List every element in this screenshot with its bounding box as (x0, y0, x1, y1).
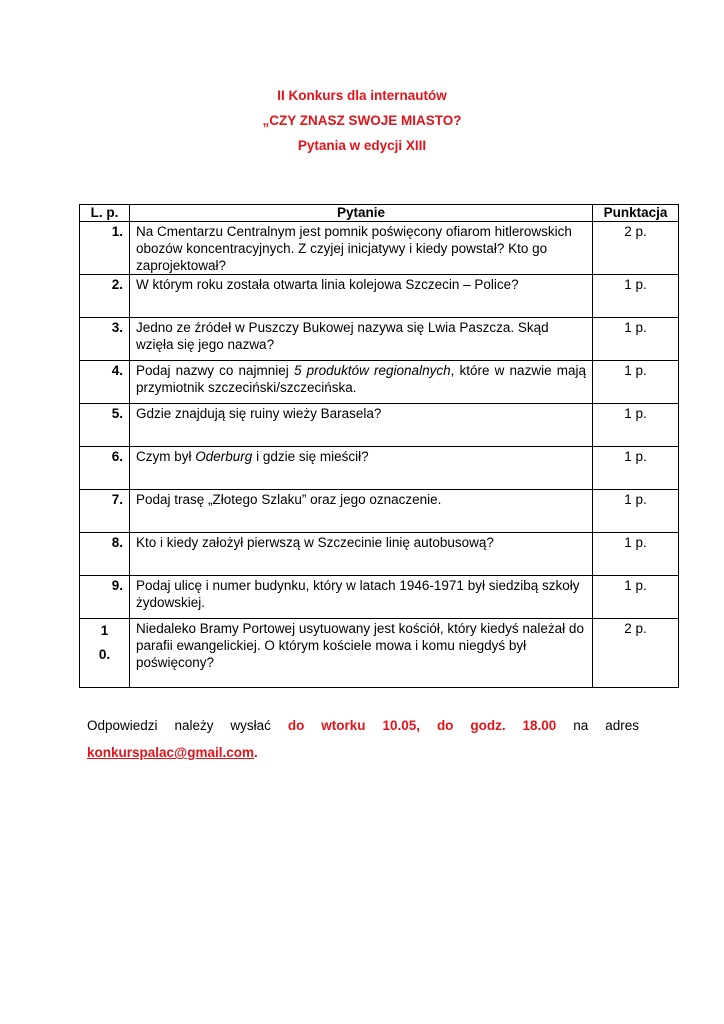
row-number: 9. (80, 576, 130, 619)
deadline-word: 18.00 (522, 718, 557, 733)
row-points: 2 p. (593, 619, 679, 688)
submission-note (87, 712, 639, 766)
row-question: Kto i kiedy założył pierwszą w Szczecinie linię autobusową? (130, 533, 593, 576)
row-question (130, 447, 593, 490)
table-row (80, 222, 679, 275)
table-row (80, 576, 679, 619)
column-header-points: Punktacja (593, 205, 679, 222)
row-number (80, 619, 130, 688)
row-question: Jedno ze źródeł w Puszczy Bukowej nazywa się Lwia Paszcza. Skąd wzięła się jego nazwa? (130, 318, 593, 361)
row-points: 1 p. (593, 576, 679, 619)
deadline-word: do (436, 718, 454, 733)
question-emphasis: 5 produktów regionalnych (293, 363, 451, 378)
row-points: 2 p. (593, 222, 679, 275)
question-text: Czym był (136, 449, 196, 464)
row-points: 1 p. (593, 404, 679, 447)
row-question: Podaj trasę „Złotego Szlaku” oraz jego oznaczenie. (130, 490, 593, 533)
row-question (130, 361, 593, 404)
row-number: 3. (80, 318, 130, 361)
row-number-line: 0. (98, 647, 111, 662)
row-number: 4. (80, 361, 130, 404)
row-points: 1 p. (593, 447, 679, 490)
deadline-word: do (287, 718, 305, 733)
row-number-line: 1 (100, 623, 109, 638)
table-row (80, 275, 679, 318)
note-word: adres (605, 718, 639, 733)
column-header-question: Pytanie (130, 205, 593, 222)
deadline-word: 10.05, (382, 718, 421, 733)
row-number: 7. (80, 490, 130, 533)
row-question: Niedaleko Bramy Portowej usytuowany jest kościół, który kiedyś należał do parafii ewangelickiej. O którym kościele mowa i komu niegdyś był poświęcony? (130, 619, 593, 688)
row-number: 2. (80, 275, 130, 318)
document-header (0, 86, 724, 161)
deadline-word: wtorku (321, 718, 366, 733)
row-points: 1 p. (593, 533, 679, 576)
row-number: 6. (80, 447, 130, 490)
row-number: 8. (80, 533, 130, 576)
row-points: 1 p. (593, 275, 679, 318)
table-row (80, 490, 679, 533)
row-points: 1 p. (593, 318, 679, 361)
note-word: należy (174, 718, 214, 733)
row-points: 1 p. (593, 490, 679, 533)
email-link[interactable]: konkurspalac@gmail.com (87, 745, 254, 760)
edition-title: Pytania w edycji XIII (297, 138, 427, 153)
table-row (80, 619, 679, 688)
email-period: . (253, 745, 258, 760)
column-header-number: L. p. (80, 205, 130, 222)
question-text: Podaj nazwy co najmniej (136, 363, 294, 378)
row-points: 1 p. (593, 361, 679, 404)
row-question: Podaj ulicę i numer budynku, który w latach 1946-1971 był siedzibą szkoły żydowskiej. (130, 576, 593, 619)
deadline-word: godz. (470, 718, 506, 733)
table-row (80, 318, 679, 361)
question-text: i gdzie się mieścił? (252, 449, 369, 464)
question-emphasis: Oderburg (195, 449, 253, 464)
row-number: 5. (80, 404, 130, 447)
contest-subtitle: „CZY ZNASZ SWOJE MIASTO? (262, 113, 462, 128)
row-number: 1. (80, 222, 130, 275)
questions-table (79, 204, 679, 688)
row-question: Na Cmentarzu Centralnym jest pomnik poświęcony ofiarom hitlerowskich obozów koncentracyjnych. Z czyjej inicjatywy i kiedy powstał? Kto go zaprojektował? (130, 222, 593, 275)
note-word: Odpowiedzi (87, 718, 158, 733)
table-row (80, 361, 679, 404)
row-question: W którym roku została otwarta linia kolejowa Szczecin – Police? (130, 275, 593, 318)
submission-line (87, 712, 639, 739)
note-word: wysłać (230, 718, 271, 733)
table-row (80, 447, 679, 490)
row-question: Gdzie znajdują się ruiny wieży Barasela? (130, 404, 593, 447)
table-row (80, 533, 679, 576)
table-row (80, 404, 679, 447)
table-header-row (80, 205, 679, 222)
contest-title: II Konkurs dla internautów (277, 88, 447, 103)
note-word: na (573, 718, 589, 733)
question-text: , które w nazwie mają przymiotnik szczeciński/szczecińska. (136, 363, 586, 395)
email-line (87, 739, 639, 766)
